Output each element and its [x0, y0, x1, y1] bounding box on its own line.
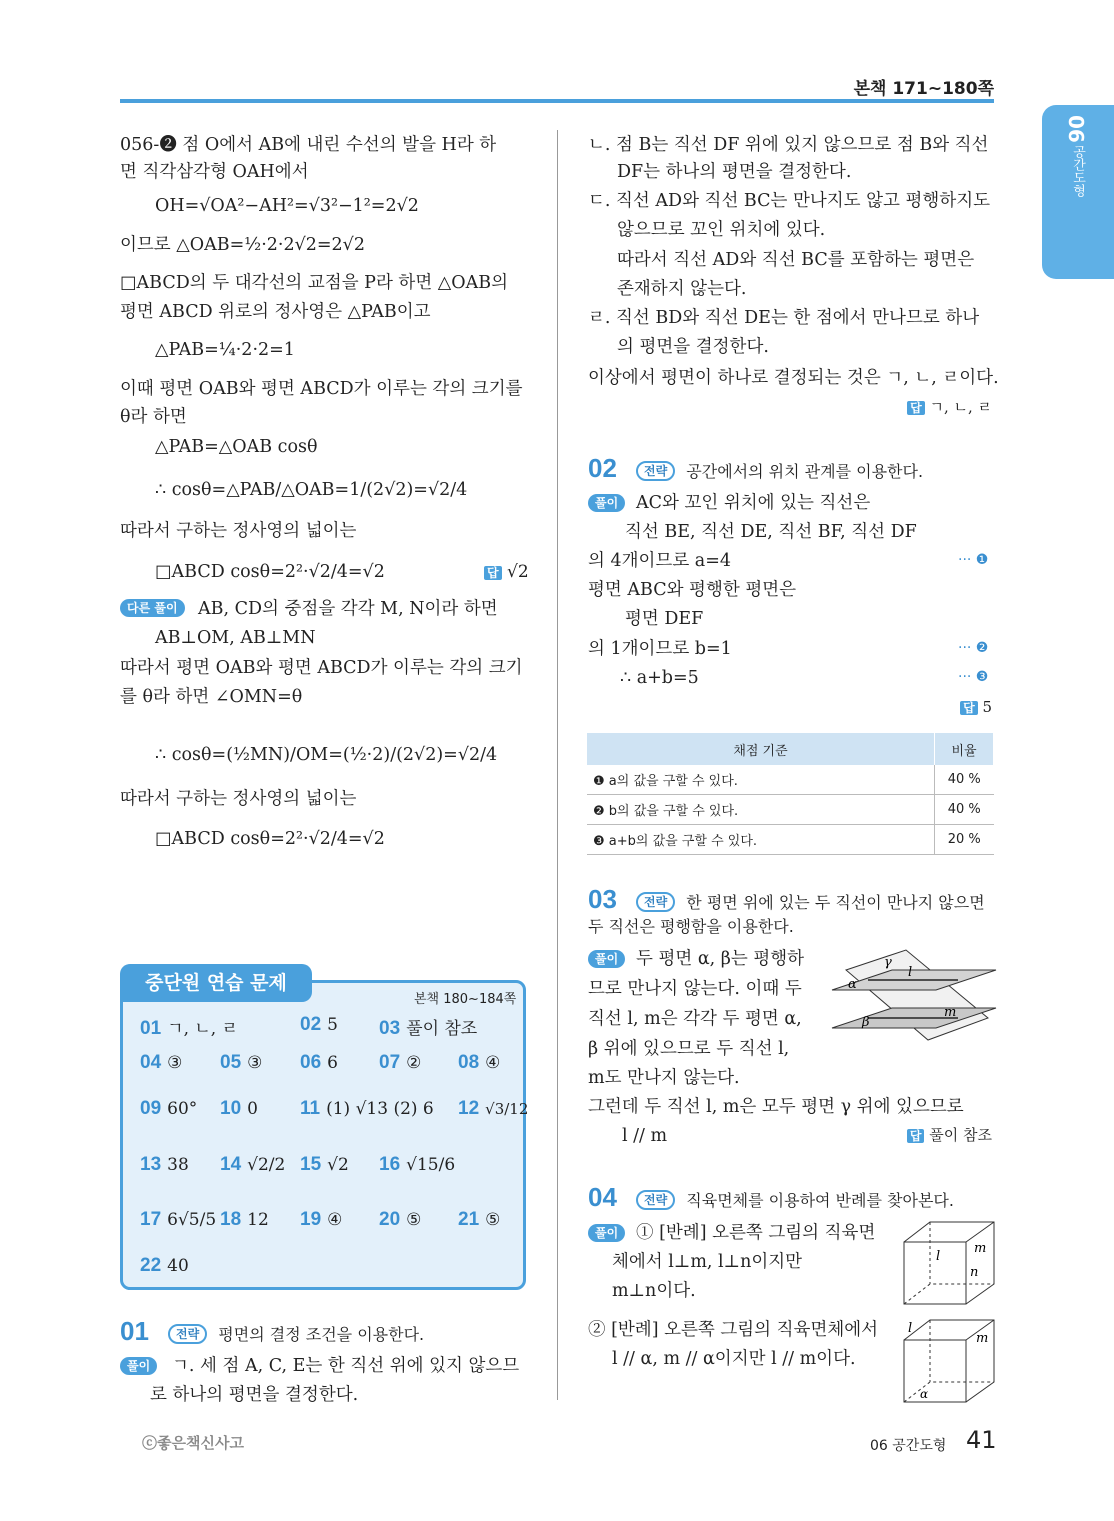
table-row: ❸ a+b의 값을 구할 수 있다. 20 % [587, 825, 994, 855]
practice-answer: 17 6√5/5 [140, 1209, 217, 1230]
cuboid-figure-2 [902, 1316, 998, 1406]
fig-label: l [936, 1249, 941, 1264]
sol-line: 두 평면 α, β는 평행하 [636, 949, 805, 969]
sol-line: m⊥n이다. [612, 1281, 696, 1301]
practice-answer: 04 ③ [140, 1052, 183, 1073]
sol-line: 따라서 구하는 정사영의 넓이는 [120, 789, 357, 809]
practice-answer: 18 12 [220, 1209, 269, 1230]
sol-line: 평면 DEF [625, 609, 704, 629]
sol-line: AC와 꼬인 위치에 있는 직선은 [636, 493, 871, 513]
sol-line: 므로 만나지 않는다. 이때 두 [588, 979, 802, 999]
table-header: 비율 [935, 733, 994, 765]
sol-line: ① [반례] 오른쪽 그림의 직육면 [636, 1223, 876, 1243]
practice-answer: 22 40 [140, 1255, 189, 1276]
sol-line: 의 1개이므로 b=1 [588, 639, 732, 659]
sol-line: □ABCD cosθ=2²·√2/4=√2 [155, 829, 385, 849]
problem-number: 03 [588, 884, 617, 914]
strategy-badge: 전략 [636, 892, 675, 912]
fig-label: l [908, 1321, 913, 1336]
answer-label: 답 [484, 566, 502, 580]
practice-answer: 16 √15/6 [379, 1154, 456, 1175]
practice-answer: 20 ⑤ [379, 1209, 422, 1230]
sol-line: OH=√OA²−AH²=√3²−1²=2√2 [155, 196, 419, 216]
sol-line: 직선 BE, 직선 DE, 직선 BF, 직선 DF [625, 522, 917, 542]
practice-answer: 19 ④ [300, 1209, 343, 1230]
sol-line: 평면 ABCD 위로의 정사영은 △PAB이고 [120, 302, 431, 322]
page-number: 41 [966, 1426, 997, 1454]
answer-02: 답 5 [960, 698, 992, 716]
fig-label: n [970, 1265, 979, 1280]
strategy-badge: 전략 [636, 1190, 675, 1210]
sol-line: ② [반례] 오른쪽 그림의 직육면체에서 [588, 1320, 879, 1340]
sol-line: 않으므로 꼬인 위치에 있다. [617, 220, 826, 240]
header-ref: 본책 171~180쪽 [853, 79, 994, 99]
sol-line: 이때 평면 OAB와 평면 ABCD가 이루는 각의 크기를 [120, 379, 523, 399]
fig-label: l [908, 965, 913, 980]
practice-answer: 10 0 [220, 1098, 258, 1119]
practice-answer: 05 ③ [220, 1052, 263, 1073]
practice-answer: 01 ㄱ, ㄴ, ㄹ [140, 1018, 239, 1039]
sol-line: 존재하지 않는다. [617, 279, 747, 299]
sol-line: l // α, m // α이지만 l // m이다. [612, 1349, 856, 1369]
sol-line: △PAB=△OAB cosθ [155, 437, 318, 457]
practice-answer: 03 풀이 참조 [379, 1018, 478, 1039]
problem-number: 04 [588, 1182, 617, 1212]
practice-answer: 11 (1) √13 (2) 6 [300, 1098, 434, 1119]
practice-answer: 02 5 [300, 1014, 338, 1035]
chapter-side-tab[interactable] [1042, 105, 1114, 279]
answer-value: √2 [507, 562, 529, 582]
strategy-text: 두 직선은 평행함을 이용한다. [588, 917, 794, 936]
sol-line: ∴ cosθ=(½MN)/OM=(½·2)/(2√2)=√2/4 [155, 745, 498, 765]
table-header: 채점 기준 [587, 733, 935, 765]
sol-line: ㄷ. 직선 AD와 직선 BC는 만나지도 않고 평행하지도 [588, 191, 991, 211]
fig-label: m [974, 1241, 987, 1256]
sol-line: AB⊥OM, AB⊥MN [155, 628, 316, 648]
sol-line: 면 직각삼각형 OAH에서 [120, 162, 309, 182]
sol-line: ㄹ. 직선 BD와 직선 DE는 한 점에서 만나므로 하나 [588, 308, 980, 328]
strategy-text: 평면의 결정 조건을 이용한다. [218, 1325, 425, 1344]
strategy-text: 공간에서의 위치 관계를 이용한다. [686, 462, 924, 481]
sol-line: △PAB=¼·2·2=1 [155, 340, 295, 360]
answer-03: 답 풀이 참조 [907, 1124, 992, 1145]
fig-label: α [848, 977, 857, 992]
header-rule [120, 99, 994, 103]
strategy-badge: 전략 [636, 461, 675, 481]
sol-line: 따라서 직선 AD와 직선 BC를 포함하는 평면은 [617, 250, 975, 270]
sol-line: ㄱ. 세 점 A, C, E는 한 직선 위에 있지 않으므 [172, 1356, 520, 1376]
strategy-badge: 전략 [168, 1324, 207, 1344]
sol-line: 056-❷ 점 O에서 AB에 내린 수선의 발을 H라 하 [120, 135, 497, 155]
sol-line: ∴ cosθ=△PAB/△OAB=1/(2√2)=√2/4 [155, 480, 468, 500]
problem-02-header [588, 453, 923, 484]
problem-number: 02 [588, 453, 617, 483]
practice-answer: 13 38 [140, 1154, 189, 1175]
sol-line: AB, CD의 중점을 각각 M, N이라 하면 [198, 599, 498, 619]
step-mark: ··· ❶ [958, 552, 989, 568]
practice-answer: 07 ② [379, 1052, 422, 1073]
practice-answer: 09 60° [140, 1098, 198, 1119]
practice-answer: 21 ⑤ [458, 1209, 501, 1230]
sol-line: 그런데 두 직선 l, m은 모두 평면 γ 위에 있으므로 [588, 1097, 964, 1117]
step-mark: ··· ❸ [958, 669, 989, 685]
practice-answer: 15 √2 [300, 1154, 349, 1175]
sol-line: θ라 하면 [120, 407, 187, 427]
practice-answer: 12 √3/12 [458, 1098, 529, 1119]
sol-line: ∴ a+b=5 [620, 668, 699, 688]
footer-chapter: 06 공간도형 [870, 1438, 947, 1454]
answer-01: 답 ㄱ, ㄴ, ㄹ [907, 396, 992, 417]
fig-label: m [976, 1331, 989, 1346]
sol-line: 의 4개이므로 a=4 [588, 551, 732, 571]
sol-line: l // m [622, 1126, 668, 1146]
solution-badge: 풀이 [588, 950, 625, 969]
sol-line: DF는 하나의 평면을 결정한다. [617, 162, 852, 182]
chapter-tab-title: 공간도형 [1070, 145, 1085, 197]
solution-badge: 풀이 [588, 1224, 625, 1243]
table-row: ❶ a의 값을 구할 수 있다. 40 % [587, 765, 994, 795]
problem-01-header [120, 1316, 424, 1347]
sol-line: β 위에 있으므로 두 직선 l, [588, 1039, 790, 1059]
practice-answer: 08 ④ [458, 1052, 501, 1073]
sol-line: □ABCD cosθ=2²·√2/4=√2 [155, 562, 385, 582]
cuboid-figure-1 [902, 1218, 998, 1308]
sol-line: 따라서 평면 OAB와 평면 ABCD가 이루는 각의 크기 [120, 658, 523, 678]
sol-line: 이상에서 평면이 하나로 결정되는 것은 ㄱ, ㄴ, ㄹ이다. [588, 368, 999, 388]
answer-056 [484, 562, 529, 582]
fig-label: β [862, 1015, 870, 1030]
sol-line: 의 평면을 결정한다. [617, 337, 769, 357]
scoring-table [587, 733, 994, 855]
sol-line: m도 만나지 않는다. [588, 1068, 740, 1088]
problem-03-header [588, 884, 985, 915]
fig-label: α [920, 1387, 929, 1401]
sol-line: 따라서 구하는 정사영의 넓이는 [120, 521, 357, 541]
practice-title: 중단원 연습 문제 [120, 964, 312, 1002]
planes-figure [828, 948, 998, 1048]
sol-line: 이므로 △OAB=½·2·2√2=2√2 [120, 235, 365, 255]
table-row: ❷ b의 값을 구할 수 있다. 40 % [587, 795, 994, 825]
practice-ref: 본책 180~184쪽 [414, 992, 517, 1007]
sol-line: 를 θ라 하면 ∠OMN=θ [120, 687, 303, 707]
other-solution-badge: 다른 풀이 [120, 599, 185, 618]
strategy-text: 한 평면 위에 있는 두 직선이 만나지 않으면 [686, 893, 985, 912]
practice-answer: 06 6 [300, 1052, 338, 1073]
fig-label: m [944, 1005, 957, 1020]
footer-brand: ⓒ좋은책신사고 [142, 1434, 244, 1452]
solution-badge: 풀이 [120, 1357, 157, 1376]
fig-label: γ [884, 955, 892, 970]
strategy-text: 직육면체를 이용하여 반례를 찾아본다. [686, 1191, 954, 1210]
sol-line: 체에서 l⊥m, l⊥n이지만 [612, 1252, 803, 1272]
column-divider [557, 130, 558, 1400]
sol-line: 직선 l, m은 각각 두 평면 α, [588, 1009, 802, 1029]
sol-line: ㄴ. 점 B는 직선 DF 위에 있지 않으므로 점 B와 직선 [588, 135, 989, 155]
sol-line: 평면 ABC와 평행한 평면은 [588, 580, 797, 600]
sol-line: □ABCD의 두 대각선의 교점을 P라 하면 △OAB의 [120, 273, 508, 293]
chapter-tab-number: 06 [1064, 115, 1088, 143]
solution-badge: 풀이 [588, 494, 625, 513]
problem-04-header [588, 1182, 954, 1213]
practice-answer: 14 √2/2 [220, 1154, 286, 1175]
problem-number: 01 [120, 1316, 149, 1346]
sol-line: 로 하나의 평면을 결정한다. [150, 1385, 359, 1405]
step-mark: ··· ❷ [958, 640, 989, 656]
